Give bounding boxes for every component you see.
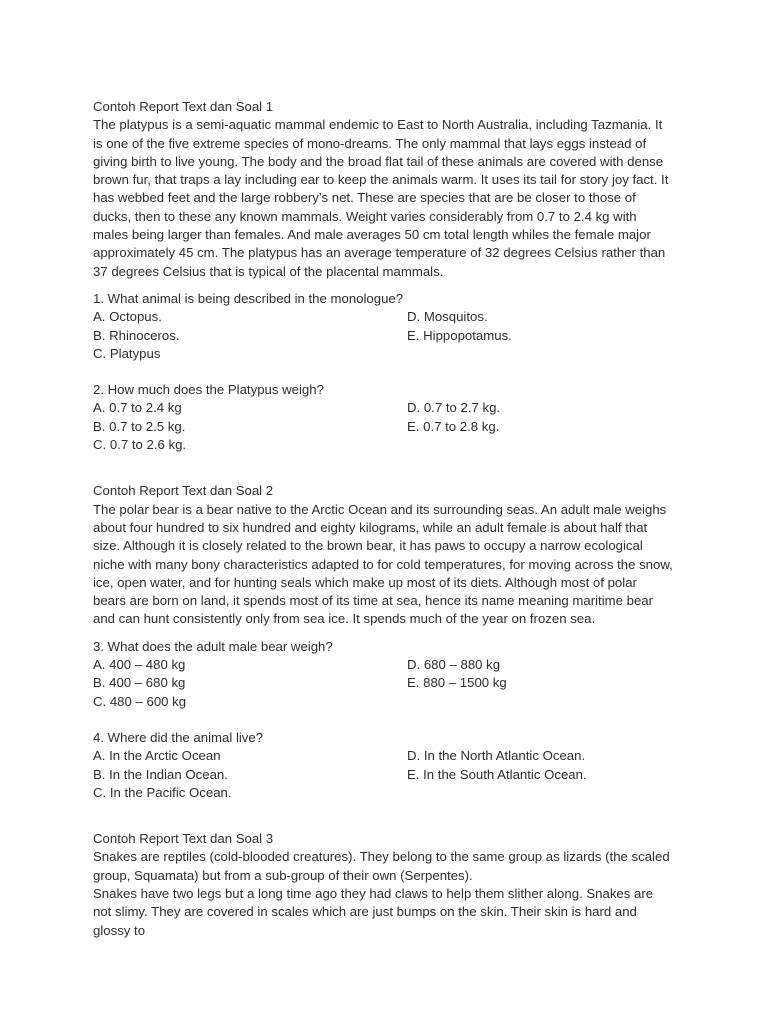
section-paragraph: Snakes have two legs but a long time ago they had claws to help them slither along. Snakes are not slimy. They are covered in scales which are just bumps on the skin. Their skin is hard and glossy to <box>93 885 654 938</box>
question-text: 4. Where did the animal live? <box>93 729 264 745</box>
options-left-column <box>93 747 407 802</box>
answer-option: B. Rhinoceros. <box>93 327 180 343</box>
answer-option: C. 480 – 600 kg <box>93 693 187 709</box>
answer-option: D. 0.7 to 2.7 kg. <box>407 400 501 416</box>
section-2 <box>93 482 768 802</box>
answer-options <box>93 399 768 454</box>
question-4 <box>93 729 768 802</box>
options-right-column <box>407 308 667 363</box>
question-3 <box>93 638 768 711</box>
options-left-column <box>93 399 407 454</box>
question-text: 1. What animal is being described in the monologue? <box>93 290 404 306</box>
answer-option: C. In the Pacific Ocean. <box>93 784 232 800</box>
section-paragraph: Snakes are reptiles (cold-blooded creatures). They belong to the same group as lizards (the scaled group, Squamata) but from a sub-group of their own (Serpentes). <box>93 849 670 883</box>
options-left-column <box>93 656 407 711</box>
question-text: 3. What does the adult male bear weigh? <box>93 638 333 654</box>
answer-option: A. 400 – 480 kg <box>93 657 186 673</box>
answer-option: B. 400 – 680 kg <box>93 675 186 691</box>
section-paragraph: The polar bear is a bear native to the Arctic Ocean and its surrounding seas. An adult male weighs about four hundred to six hundred and eighty kilograms, while an adult female is about half that size. Although it is closely related to the brown bear, it has paws to occupy a narrow ecological niche with many bony characteristics adapted to for cold temperatures, for moving across the snow, ice, open water, and for hunting seals which make up most of its diets. Although most of polar bears are born on land, it spends most of its time at sea, hence its name meaning maritime bear and can hunt consistently only from sea ice. It spends much of the year on frozen sea. <box>93 501 673 627</box>
answer-options <box>93 747 768 802</box>
answer-option: B. In the Indian Ocean. <box>93 766 228 782</box>
options-right-column <box>407 399 667 454</box>
question-1 <box>93 290 768 363</box>
options-right-column <box>407 747 667 802</box>
answer-option: A. Octopus. <box>93 309 162 325</box>
question-text: 2. How much does the Platypus weigh? <box>93 382 324 398</box>
answer-option: C. 0.7 to 2.6 kg. <box>93 437 187 453</box>
answer-option: E. In the South Atlantic Ocean. <box>407 766 587 782</box>
answer-option: A. 0.7 to 2.4 kg <box>93 400 182 416</box>
answer-option: E. 0.7 to 2.8 kg. <box>407 418 500 434</box>
answer-options <box>93 656 768 711</box>
answer-options <box>93 308 768 363</box>
answer-option: D. 680 – 880 kg <box>407 657 501 673</box>
answer-option: C. Platypus <box>93 345 161 361</box>
options-right-column <box>407 656 667 711</box>
answer-option: A. In the Arctic Ocean <box>93 748 221 764</box>
answer-option: E. 880 – 1500 kg <box>407 675 507 691</box>
options-left-column <box>93 308 407 363</box>
section-1 <box>93 98 768 454</box>
answer-option: D. In the North Atlantic Ocean. <box>407 748 586 764</box>
answer-option: B. 0.7 to 2.5 kg. <box>93 418 186 434</box>
question-2 <box>93 381 768 454</box>
answer-option: E. Hippopotamus. <box>407 327 512 343</box>
section-3 <box>93 830 768 940</box>
section-title: Contoh Report Text dan Soal 3 <box>93 831 274 847</box>
answer-option: D. Mosquitos. <box>407 309 488 325</box>
section-title: Contoh Report Text dan Soal 2 <box>93 483 274 499</box>
section-paragraph: The platypus is a semi-aquatic mammal endemic to East to North Australia, including Tazmania. It is one of the five extreme species of mono-dreams. The only mammal that lays eggs instead of giving birth to live young. The body and the broad flat tail of these animals are covered with dense brown fur, that traps a lay including ear to keep the animals warm. It uses its tail for story joy fact. It has webbed feet and the large robbery’s net. These are species that are be closer to those of ducks, then to these any known mammals. Weight varies considerably from 0.7 to 2.4 kg with males being larger than females. And male averages 50 cm total length whiles the female major approximately 45 cm. The platypus has an average temperature of 32 degrees Celsius rather than 37 degrees Celsius that is typical of the placental mammals. <box>93 117 669 279</box>
section-title: Contoh Report Text dan Soal 1 <box>93 99 274 114</box>
